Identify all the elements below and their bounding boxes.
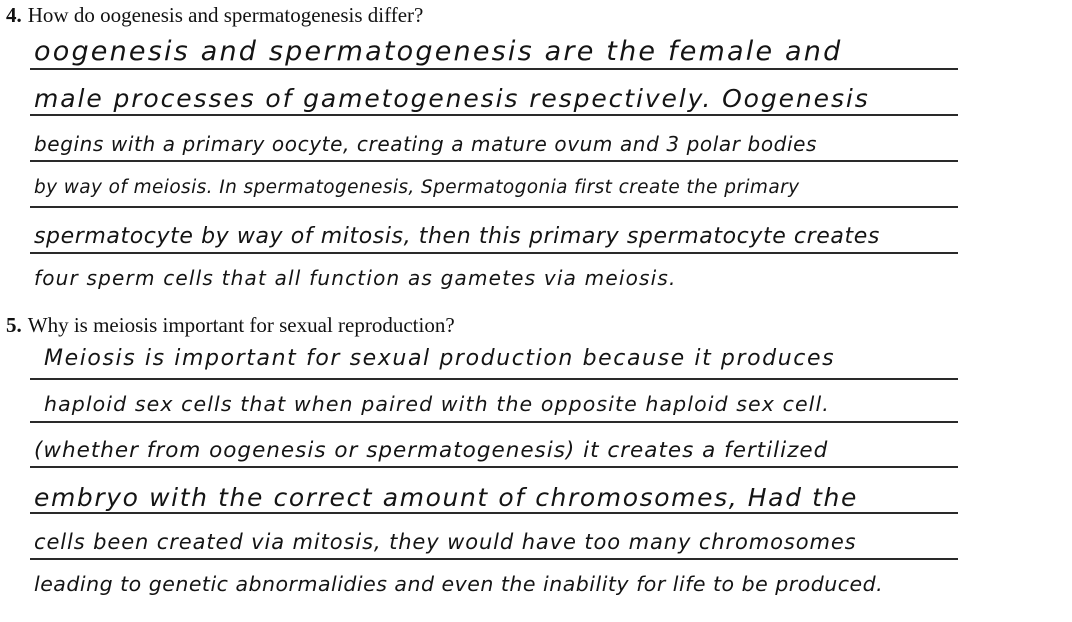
- handwritten-answer-line: haploid sex cells that when paired with the opposite haploid sex cell.: [44, 392, 830, 416]
- handwritten-answer-line: male processes of gametogenesis respectively. Oogenesis: [34, 84, 870, 113]
- answer-rule: [30, 114, 958, 116]
- question-5: [6, 313, 455, 338]
- answer-rule: [30, 68, 958, 70]
- answer-rule: [30, 558, 958, 560]
- handwritten-answer-line: oogenesis and spermatogenesis are the female and: [34, 36, 843, 67]
- question-4: [6, 3, 423, 28]
- handwritten-answer-line: spermatocyte by way of mitosis, then this primary spermatocyte creates: [34, 224, 880, 249]
- handwritten-answer-line: begins with a primary oocyte, creating a mature ovum and 3 polar bodies: [34, 132, 818, 156]
- handwritten-answer-line: embryo with the correct amount of chromosomes, Had the: [34, 483, 858, 512]
- question-number: 4.: [6, 3, 22, 27]
- answer-rule: [30, 421, 958, 423]
- handwritten-answer-line: leading to genetic abnormalidies and even the inability for life to be produced.: [34, 572, 884, 596]
- handwritten-answer-line: cells been created via mitosis, they would have too many chromosomes: [34, 530, 857, 554]
- handwritten-answer-line: four sperm cells that all function as gametes via meiosis.: [34, 266, 677, 290]
- answer-rule: [30, 206, 958, 208]
- question-text: How do oogenesis and spermatogenesis differ?: [27, 3, 424, 27]
- handwritten-answer-line: (whether from oogenesis or spermatogenesis) it creates a fertilized: [34, 438, 829, 463]
- answer-rule: [30, 252, 958, 254]
- question-number: 5.: [6, 313, 22, 337]
- answer-rule: [30, 160, 958, 162]
- answer-rule: [30, 378, 958, 380]
- handwritten-answer-line: Meiosis is important for sexual production because it produces: [44, 346, 836, 371]
- answer-rule: [30, 466, 958, 468]
- handwritten-answer-line: by way of meiosis. In spermatogenesis, Spermatogonia first create the primary: [34, 177, 800, 198]
- question-text: Why is meiosis important for sexual reproduction?: [27, 313, 455, 337]
- answer-rule: [30, 512, 958, 514]
